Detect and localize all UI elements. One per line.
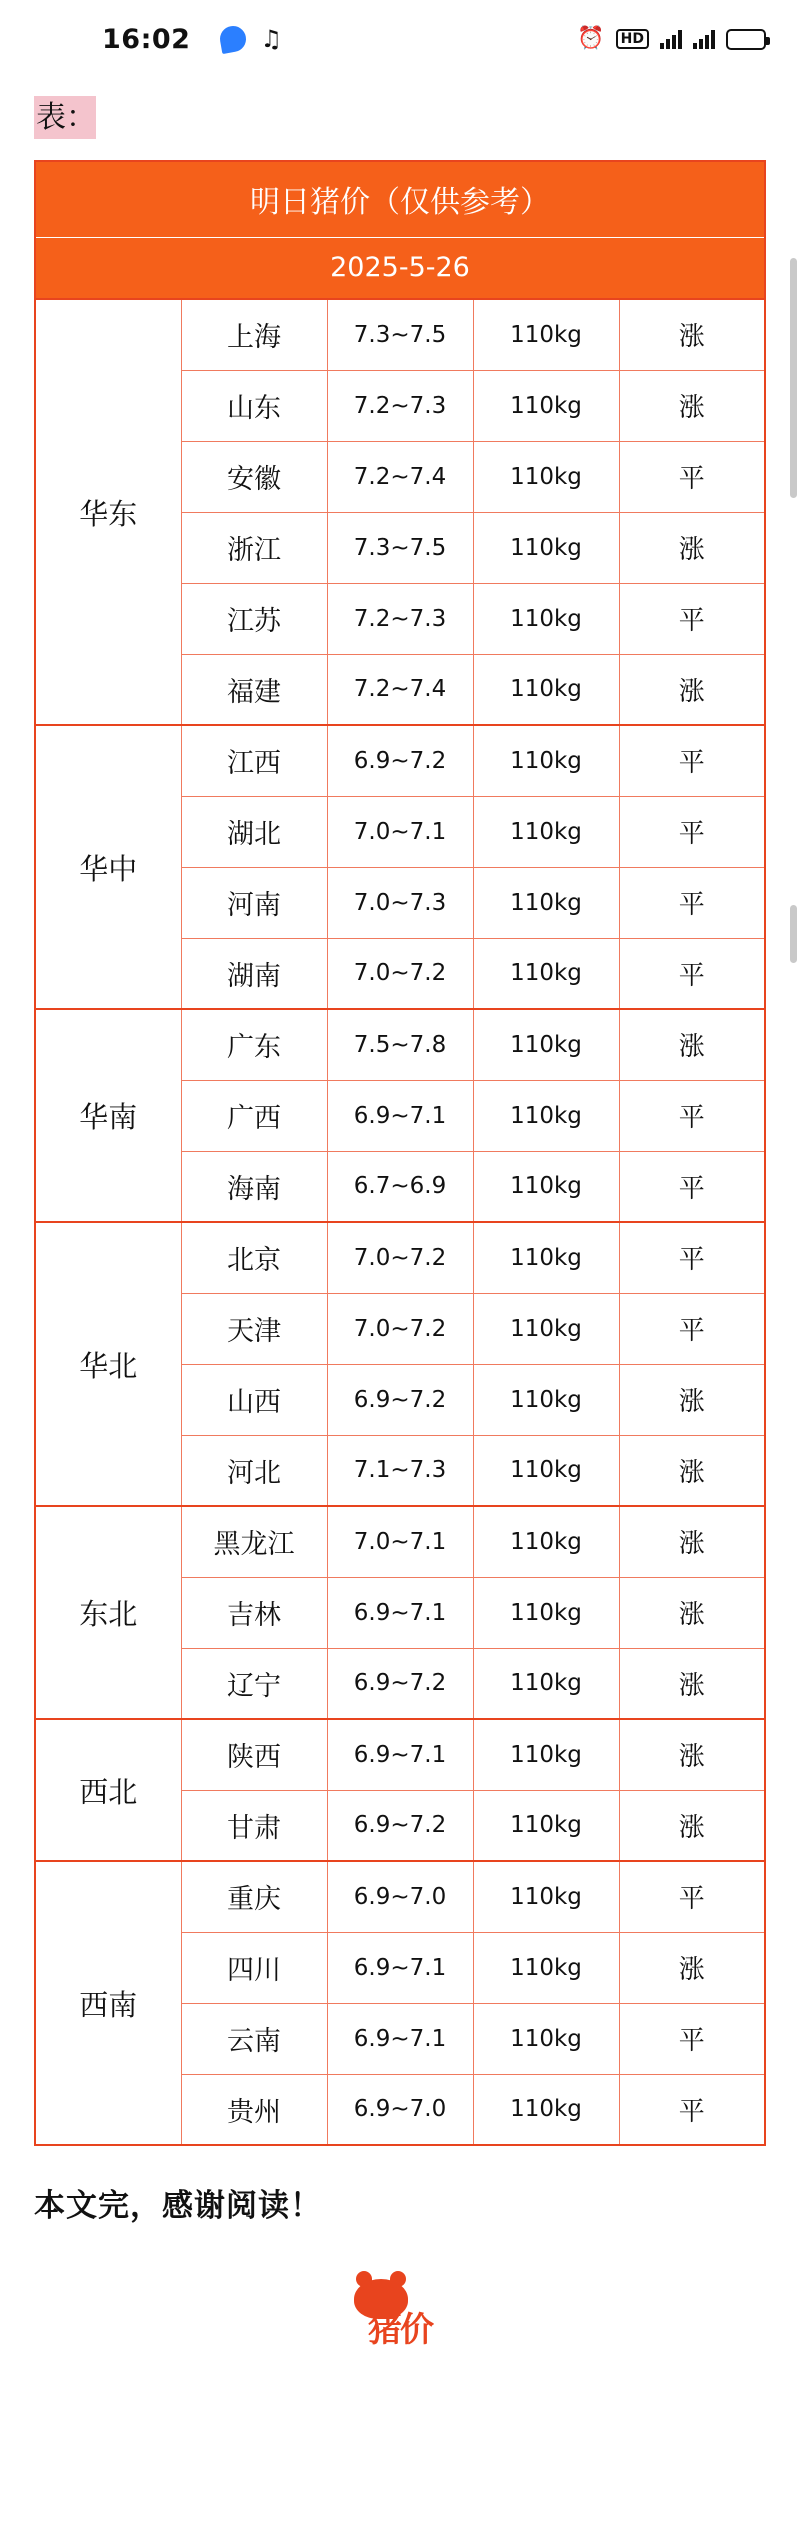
price-range-cell: 7.2~7.4 [327, 441, 473, 512]
table-body [35, 299, 765, 2145]
price-range-cell: 7.0~7.2 [327, 1293, 473, 1364]
weight-cell: 110kg [473, 867, 619, 938]
weight-cell: 110kg [473, 2003, 619, 2074]
status-right-icons [577, 0, 766, 78]
trend-cell: 平 [619, 1080, 765, 1151]
price-range-cell: 6.9~7.1 [327, 1932, 473, 2003]
scrollbar-indicator[interactable] [790, 905, 797, 963]
province-cell: 重庆 [181, 1861, 327, 1932]
weight-cell: 110kg [473, 441, 619, 512]
province-cell: 江苏 [181, 583, 327, 654]
alarm-icon: ⏰ [577, 26, 605, 51]
weight-cell: 110kg [473, 299, 619, 370]
province-cell: 山西 [181, 1364, 327, 1435]
pig-logo-icon [340, 2279, 460, 2351]
price-range-cell: 7.2~7.3 [327, 583, 473, 654]
table-row [35, 1506, 765, 1577]
table-row [35, 299, 765, 370]
price-range-cell: 7.0~7.1 [327, 796, 473, 867]
dot-blue-icon [218, 24, 248, 54]
province-cell: 陕西 [181, 1719, 327, 1790]
logo-text: 猪价 [368, 2310, 432, 2350]
weight-cell: 110kg [473, 796, 619, 867]
price-range-cell: 7.0~7.2 [327, 1222, 473, 1293]
region-cell: 华东 [35, 299, 181, 725]
province-cell: 河南 [181, 867, 327, 938]
region-cell: 华中 [35, 725, 181, 1009]
region-cell: 华南 [35, 1009, 181, 1222]
province-cell: 湖南 [181, 938, 327, 1009]
table-row [35, 725, 765, 796]
province-cell: 海南 [181, 1151, 327, 1222]
footer-logo [34, 2271, 766, 2351]
province-cell: 湖北 [181, 796, 327, 867]
province-cell: 安徽 [181, 441, 327, 512]
price-range-cell: 7.3~7.5 [327, 512, 473, 583]
province-cell: 甘肃 [181, 1790, 327, 1861]
trend-cell: 平 [619, 583, 765, 654]
province-cell: 辽宁 [181, 1648, 327, 1719]
province-cell: 广东 [181, 1009, 327, 1080]
signal-icon [693, 29, 715, 49]
province-cell: 天津 [181, 1293, 327, 1364]
price-range-cell: 6.9~7.2 [327, 725, 473, 796]
weight-cell: 110kg [473, 1151, 619, 1222]
status-time: 16:02 [102, 23, 191, 55]
pig-price-table [34, 160, 766, 2146]
region-cell: 东北 [35, 1506, 181, 1719]
article-content [0, 78, 800, 2351]
trend-cell: 涨 [619, 654, 765, 725]
province-cell: 吉林 [181, 1577, 327, 1648]
trend-cell: 涨 [619, 1719, 765, 1790]
price-range-cell: 6.9~7.1 [327, 1080, 473, 1151]
table-title: 明日猪价（仅供参考） [35, 161, 765, 237]
trend-cell: 平 [619, 2074, 765, 2145]
province-cell: 北京 [181, 1222, 327, 1293]
price-range-cell: 7.2~7.3 [327, 370, 473, 441]
price-range-cell: 7.5~7.8 [327, 1009, 473, 1080]
trend-cell: 涨 [619, 1932, 765, 2003]
weight-cell: 110kg [473, 1861, 619, 1932]
price-range-cell: 6.7~6.9 [327, 1151, 473, 1222]
trend-cell: 平 [619, 725, 765, 796]
trend-cell: 平 [619, 1151, 765, 1222]
price-range-cell: 6.9~7.0 [327, 2074, 473, 2145]
signal-icon [660, 29, 682, 49]
table-row [35, 1719, 765, 1790]
price-range-cell: 6.9~7.2 [327, 1790, 473, 1861]
price-range-cell: 6.9~7.1 [327, 2003, 473, 2074]
trend-cell: 平 [619, 938, 765, 1009]
weight-cell: 110kg [473, 2074, 619, 2145]
table-header [35, 161, 765, 299]
weight-cell: 110kg [473, 1009, 619, 1080]
status-left-icons [220, 26, 284, 52]
price-range-cell: 7.0~7.2 [327, 938, 473, 1009]
price-range-cell: 7.3~7.5 [327, 299, 473, 370]
lead-paragraph [34, 92, 96, 136]
price-range-cell: 6.9~7.1 [327, 1577, 473, 1648]
province-cell: 河北 [181, 1435, 327, 1506]
weight-cell: 110kg [473, 938, 619, 1009]
weight-cell: 110kg [473, 370, 619, 441]
region-cell: 华北 [35, 1222, 181, 1506]
province-cell: 江西 [181, 725, 327, 796]
province-cell: 福建 [181, 654, 327, 725]
province-cell: 上海 [181, 299, 327, 370]
trend-cell: 涨 [619, 1790, 765, 1861]
trend-cell: 平 [619, 867, 765, 938]
price-range-cell: 7.2~7.4 [327, 654, 473, 725]
region-cell: 西南 [35, 1861, 181, 2145]
weight-cell: 110kg [473, 1506, 619, 1577]
province-cell: 山东 [181, 370, 327, 441]
hd-badge: HD [616, 29, 649, 49]
price-range-cell: 6.9~7.0 [327, 1861, 473, 1932]
price-range-cell: 7.0~7.1 [327, 1506, 473, 1577]
price-range-cell: 6.9~7.2 [327, 1648, 473, 1719]
weight-cell: 110kg [473, 1222, 619, 1293]
tiktok-icon: ♫ [260, 25, 282, 53]
price-range-cell: 6.9~7.1 [327, 1719, 473, 1790]
province-cell: 云南 [181, 2003, 327, 2074]
weight-cell: 110kg [473, 1577, 619, 1648]
province-cell: 四川 [181, 1932, 327, 2003]
trend-cell: 涨 [619, 370, 765, 441]
table-row [35, 1222, 765, 1293]
province-cell: 广西 [181, 1080, 327, 1151]
weight-cell: 110kg [473, 1364, 619, 1435]
trend-cell: 平 [619, 796, 765, 867]
trend-cell: 涨 [619, 1577, 765, 1648]
trend-cell: 平 [619, 441, 765, 512]
province-cell: 贵州 [181, 2074, 327, 2145]
trend-cell: 平 [619, 2003, 765, 2074]
table-row [35, 1861, 765, 1932]
scrollbar-indicator[interactable] [790, 258, 797, 498]
lead-text: 表： [34, 96, 96, 139]
weight-cell: 110kg [473, 1080, 619, 1151]
closing-text: 本文完，感谢阅读！ [34, 2188, 322, 2224]
trend-cell: 涨 [619, 512, 765, 583]
trend-cell: 涨 [619, 1506, 765, 1577]
weight-cell: 110kg [473, 1790, 619, 1861]
trend-cell: 涨 [619, 1435, 765, 1506]
province-cell: 浙江 [181, 512, 327, 583]
trend-cell: 涨 [619, 299, 765, 370]
table-date: 2025-5-26 [35, 237, 765, 299]
price-range-cell: 7.0~7.3 [327, 867, 473, 938]
weight-cell: 110kg [473, 1932, 619, 2003]
trend-cell: 平 [619, 1222, 765, 1293]
trend-cell: 平 [619, 1293, 765, 1364]
province-cell: 黑龙江 [181, 1506, 327, 1577]
trend-cell: 平 [619, 1861, 765, 1932]
region-cell: 西北 [35, 1719, 181, 1861]
weight-cell: 110kg [473, 1719, 619, 1790]
trend-cell: 涨 [619, 1009, 765, 1080]
status-bar [0, 0, 800, 78]
weight-cell: 110kg [473, 583, 619, 654]
weight-cell: 110kg [473, 654, 619, 725]
price-range-cell: 6.9~7.2 [327, 1364, 473, 1435]
battery-icon [726, 29, 766, 50]
weight-cell: 110kg [473, 725, 619, 796]
table-row [35, 1009, 765, 1080]
price-range-cell: 7.1~7.3 [327, 1435, 473, 1506]
weight-cell: 110kg [473, 1648, 619, 1719]
weight-cell: 110kg [473, 1435, 619, 1506]
trend-cell: 涨 [619, 1364, 765, 1435]
trend-cell: 涨 [619, 1648, 765, 1719]
weight-cell: 110kg [473, 1293, 619, 1364]
weight-cell: 110kg [473, 512, 619, 583]
